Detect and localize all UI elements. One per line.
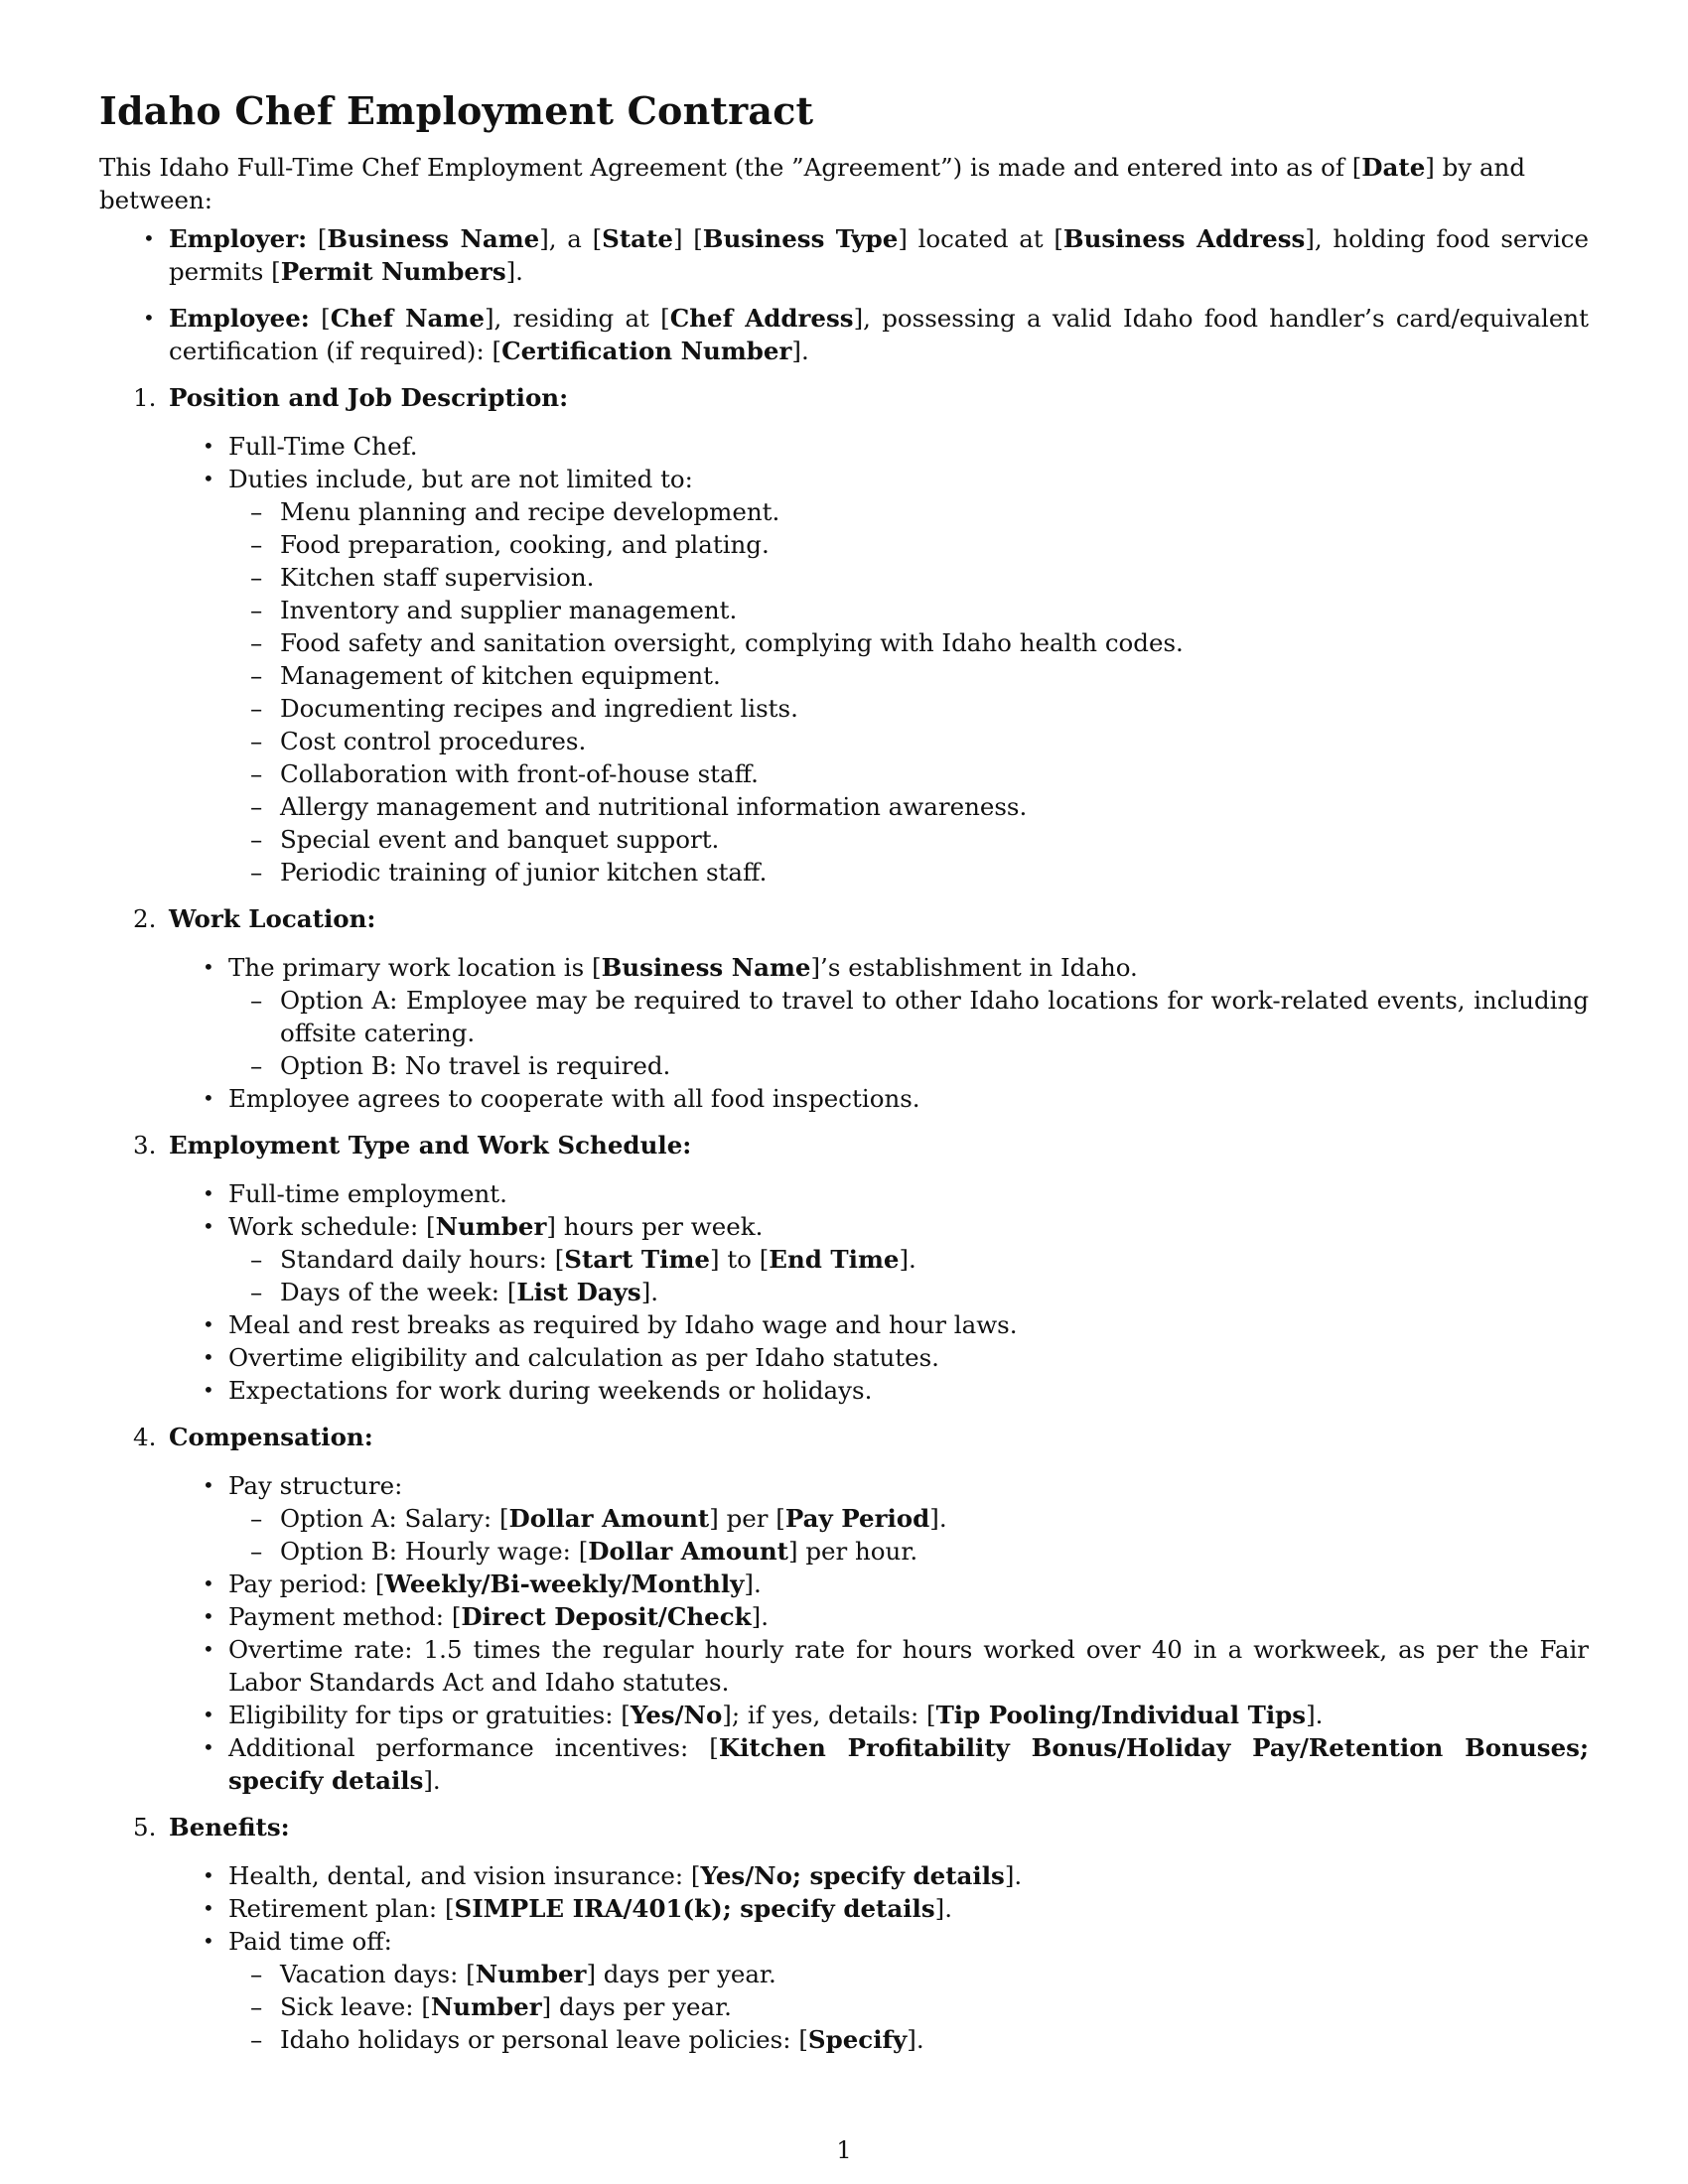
section-title: Position and Job Description: — [169, 383, 569, 412]
list-item: • Paid time off: – Vacation days: [Number] days per year. – Sick leave: [Number] days per year. – Idaho holidays or personal leave policies: [Specify]. — [228, 1925, 1589, 2056]
page-number: 1 — [836, 2136, 852, 2164]
list-item: • Additional performance incentives: [Kitchen Profitability Bonus/Holiday Pay/Retention Bonuses; specify details]. — [203, 1733, 1589, 1795]
bullet-icon: • — [203, 1086, 214, 1110]
bullet-icon: • — [203, 1604, 214, 1628]
section-benefits: 5. Benefits: • Health, dental, and vision insurance: [Yes/No; specify details]. • Retirement plan: [SIMPLE IRA/401(k); specify details]. • Paid time off: – Vacation days: [Number] days per year. – Sick leave: [Number] days per year. – Idaho holidays or personal leave policies: [Specify]. — [169, 1811, 1589, 2056]
list-item: • Payment method: [Direct Deposit/Check]. — [203, 1602, 770, 1631]
pto-item: – Sick leave: [Number] days per year. — [250, 1992, 732, 2021]
bullet-icon: • — [203, 1312, 214, 1336]
document-title: Idaho Chef Employment Contract — [99, 88, 814, 133]
duty-item: – Food safety and sanitation oversight, complying with Idaho health codes. — [250, 628, 1184, 657]
bullet-icon: • — [203, 1345, 214, 1369]
bullet-icon: • — [143, 306, 155, 330]
bullet-icon: • — [203, 1571, 214, 1595]
option-item: – Option A: Employee may be required to travel to other Idaho locations for work-related events, including offsite catering. — [250, 986, 1589, 1047]
list-item: • Full-time employment. — [203, 1179, 507, 1208]
parties-list — [99, 222, 1589, 367]
list-item: • Work schedule: [Number] hours per week. – Standard daily hours: [Start Time] to [End Time]. – Days of the week: [List Days]. — [228, 1210, 1589, 1308]
list-item: • Employee agrees to cooperate with all food inspections. — [203, 1084, 920, 1113]
bullet-icon: • — [203, 1896, 214, 1920]
pto-item: – Idaho holidays or personal leave policies: [Specify]. — [250, 2025, 924, 2054]
bullet-icon: • — [203, 1637, 214, 1661]
bullet-icon: • — [203, 1181, 214, 1205]
list-item: • Meal and rest breaks as required by Idaho wage and hour laws. — [203, 1310, 1018, 1339]
bullet-icon: • — [143, 226, 155, 250]
list-item: • The primary work location is [Business Name]’s establishment in Idaho. – Option A: Employee may be required to travel to other Idaho locations for work-related events, including offsite catering. – Option B: No travel is required. — [203, 953, 1589, 1080]
duty-item: – Cost control procedures. — [250, 727, 587, 755]
list-item: • Pay structure: – Option A: Salary: [Dollar Amount] per [Pay Period]. – Option B: Hourly wage: [Dollar Amount] per hour. — [228, 1469, 1589, 1568]
duty-item: – Documenting recipes and ingredient lists. — [250, 694, 798, 723]
list-item: • Eligibility for tips or gratuities: [Yes/No]; if yes, details: [Tip Pooling/Individual Tips]. — [203, 1701, 1324, 1729]
list-item: • Duties include, but are not limited to: – Menu planning and recipe development. – Food preparation, cooking, and plating. – Kitchen staff supervision. – Inventory and supplier management. – Food safety and sanitation oversight, complying with Idaho health codes. – Management of kitchen equipment. – Documenting recipes and ingredient lists. – Cost control procedures. – Collaboration with front-of-house staff. – Allergy management and nutritional information awareness. – Special event and banquet support. – Periodic training of junior kitchen staff. — [228, 463, 1589, 888]
document-page — [99, 87, 1589, 2070]
bullet-icon: • — [203, 434, 214, 458]
list-item: • Overtime rate: 1.5 times the regular hourly rate for hours worked over 40 in a workweek, as per the Fair Labor Standards Act and Idaho statutes. — [203, 1635, 1589, 1697]
list-item: • Overtime eligibility and calculation as per Idaho statutes. — [203, 1343, 939, 1372]
list-item: • Full-Time Chef. — [203, 432, 418, 461]
list-item: • Health, dental, and vision insurance: [Yes/No; specify details]. — [203, 1861, 1023, 1890]
duty-item: – Special event and banquet support. — [250, 825, 720, 854]
schedule-item: – Standard daily hours: [Start Time] to [End Time]. — [250, 1245, 916, 1274]
duty-item: – Kitchen staff supervision. — [250, 563, 595, 592]
duty-item: – Menu planning and recipe development. — [250, 497, 780, 526]
duty-item: – Management of kitchen equipment. — [250, 661, 721, 690]
section-work-location: 2. Work Location: • The primary work location is [Business Name]’s establishment in Idaho. – Option A: Employee may be required to travel to other Idaho locations for work-related events, including offsite catering. – Option B: No travel is required. • Employee agrees to cooperate with all food inspections. — [133, 904, 1589, 1113]
section-position: 1. Position and Job Description: • Full-Time Chef. • Duties include, but are not limited to: – Menu planning and recipe development. – Food preparation, cooking, and plating. – Kitchen staff supervision. – Inventory and supplier management. – Food safety and sanitation oversight, complying with Idaho health codes. – Management of kitchen equipment. – Documenting recipes and ingredient lists. – Cost control procedures. – Collaboration with front-of-house staff. – Allergy management and nutritional information awareness. – Special event and banquet support. – Periodic training of junior kitchen staff. — [169, 381, 1589, 888]
list-item: • Retirement plan: [SIMPLE IRA/401(k); specify details]. — [203, 1894, 952, 1923]
employee-item: • Employee: [Chef Name], residing at [Chef Address], possessing a valid Idaho food handler’s card/equivalent certification (if required): [Certification Number]. — [143, 304, 1590, 365]
duty-item: – Allergy management and nutritional information awareness. — [250, 792, 1028, 821]
duty-item: – Inventory and supplier management. — [250, 596, 738, 624]
schedule-item: – Days of the week: [List Days]. — [250, 1278, 659, 1306]
duty-item: – Food preparation, cooking, and plating. — [250, 530, 770, 559]
bullet-icon: • — [203, 1735, 214, 1759]
duty-item: – Collaboration with front-of-house staff. — [250, 759, 759, 788]
employer-item: • Employer: [Business Name], a [State] [Business Type] located at [Business Address], holding food service permits [Permit Numbers]. — [143, 224, 1590, 286]
section-title: Compensation: — [169, 1423, 373, 1451]
bullet-icon: • — [203, 1378, 214, 1402]
bullet-icon: • — [203, 1703, 214, 1726]
duties-list — [228, 495, 1589, 888]
section-title: Benefits: — [169, 1813, 290, 1842]
option-item: – Option A: Salary: [Dollar Amount] per [Pay Period]. — [250, 1504, 947, 1533]
bullet-icon: • — [203, 1473, 214, 1497]
section-compensation: 4. Compensation: • Pay structure: – Option A: Salary: [Dollar Amount] per [Pay Period]. – Option B: Hourly wage: [Dollar Amount] per hour. • Pay period: [Weekly/Bi-weekly/Monthly]. • Payment method: [Direct Deposit/Check]. • Overtime rate: 1.5 times the regular hourly rate for hours worked over 40 in a workweek, as per the Fair Labor Standards Act and Idaho statutes. • Eligibility for tips or gratuities: [Yes/No]; if yes, details: [Tip Pooling/Individual Tips]. • Additional performance incentives: [Kitchen Profitability Bonus/Holiday Pay/Retention Bonuses; specify details]. — [133, 1423, 1589, 1795]
bullet-icon: • — [203, 1863, 214, 1887]
section-title: Employment Type and Work Schedule: — [169, 1131, 692, 1160]
pto-item: – Vacation days: [Number] days per year. — [250, 1960, 776, 1988]
intro-paragraph: This Idaho Full-Time Chef Employment Agreement (the ”Agreement”) is made and entered into as of [Date] by and between: — [99, 153, 1526, 214]
section-title: Work Location: — [169, 904, 376, 933]
option-item: – Option B: Hourly wage: [Dollar Amount] per hour. — [250, 1537, 918, 1566]
list-item: • Pay period: [Weekly/Bi-weekly/Monthly]. — [203, 1570, 762, 1598]
bullet-icon: • — [203, 467, 214, 490]
bullet-icon: • — [203, 1214, 214, 1238]
option-item: – Option B: No travel is required. — [250, 1051, 671, 1080]
list-item: • Expectations for work during weekends or holidays. — [203, 1376, 873, 1405]
sections-list — [99, 381, 1589, 2056]
bullet-icon: • — [203, 1929, 214, 1953]
section-employment-type: 3. Employment Type and Work Schedule: • Full-time employment. • Work schedule: [Number] hours per week. – Standard daily hours: [Start Time] to [End Time]. – Days of the week: [List Days]. • Meal and rest breaks as required by Idaho wage and hour laws. • Overtime eligibility and calculation as per Idaho statutes. • Expectations for work during weekends or holidays. — [169, 1129, 1589, 1407]
duty-item: – Periodic training of junior kitchen staff. — [250, 858, 768, 887]
bullet-icon: • — [203, 955, 214, 979]
